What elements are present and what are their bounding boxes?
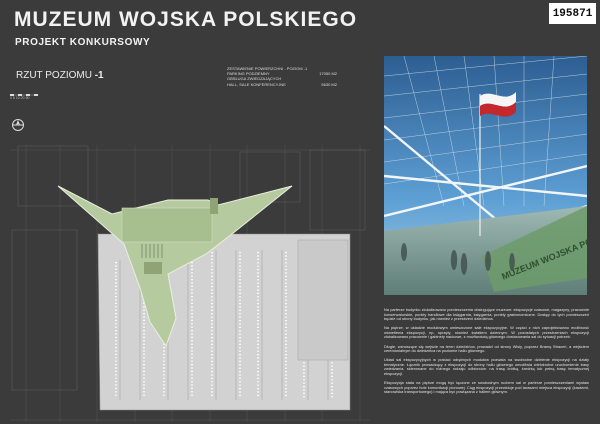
legend-title: ZESTAWIENIE POWIERZCHNI - POZIOM -1 — [227, 66, 308, 71]
stair-core — [210, 198, 218, 214]
stair-core — [144, 262, 162, 274]
hall-area — [122, 208, 212, 242]
legend-row-label: PARKING PODZIEMNY — [227, 71, 270, 77]
plan-label-text: RZUT POZIOMU — [16, 70, 92, 81]
entry-code: 195871 — [549, 3, 596, 24]
plan-level-number: -1 — [94, 70, 104, 81]
board-subtitle: PROJEKT KONKURSOWY — [15, 37, 151, 48]
north-arrow-icon — [11, 118, 25, 132]
area-legend — [227, 66, 337, 87]
legend-row-label: OBSŁUGA ZWIEDZAJĄCYCH — [227, 76, 282, 82]
description-paragraph: Na parterze budynku zlokalizowano pomieszczenia obsługujące muzeum: ekspozycje czasowe, magazyny, pracownie konserwatorskie, punkty handlowe dla księgarnia, księgarnia, punkty gastronomiczne. Dostęp do tych pomieszczeń będzie od strony budynku, jak również z przestrzeni dziedzińca. — [384, 307, 589, 322]
description-paragraph: Układ sal ekspozycyjnych w postaci odrębnych modułów pozwala na swobodne dzielenie ekspozycji na działy tematyczne. Łącznik prowadzący z ekspozycji do strony hallu głównego umożliwia wielokrotne uruchomienie trasy zwiedzania, skierowane do różnego rodzaju odbiorców: na trasę krótką, średnią lub pełną trasę tematycznej ekspozycji. — [384, 357, 589, 377]
scale-text: 0 5 10 20 50 — [10, 96, 30, 100]
floor-plan — [0, 140, 380, 424]
legend-row-value: 17050 M2 — [319, 71, 337, 77]
legend-row-label: HALL, SALE KONFERENCYJNE — [227, 81, 286, 87]
interior-render — [384, 56, 587, 295]
scale-bar — [10, 94, 38, 100]
project-description — [384, 308, 589, 399]
description-paragraph: Długie, wznoszące się wejście na teren dziedzińca, prowadzi od strony Wisły, poprzez Bramę Straceń, a wejściem ceremonialnym do dziedzińca na poziomie hallu głównego. — [384, 343, 589, 354]
board-title: MUZEUM WOJSKA POLSKIEGO — [14, 8, 358, 31]
legend-row-value: 5630 M2 — [321, 81, 337, 87]
description-paragraph: Ekspozycja stała na piętrze mogą być łączone ze swobodnym ruchem sal w parterze pomieszczeniami wystaw czasowych poprzez hole komunikacji pionowej. Ciąg ekspozycji przewiduje pod tarasami miejsca ekspozycji (kawiarni, stanowiska transportowego) i mająca być powiązana z hallem głównym. — [384, 380, 589, 395]
legend-row — [227, 82, 337, 87]
plan-label — [16, 70, 104, 81]
description-paragraph: Na piętrze, w układzie modułowym umieszczone sale ekspozycyjne. W części z nich zaprojektowano możliwość oświetlenia ekspozycji, np. sprzęty, również światłem dziennym. W pozostałych przestrzeniach ekspozycji zlokalizowano pracownie i gabinety naukowe, z możliwością głównego dostosowania sal do sytuacji potrzeb. — [384, 325, 589, 340]
parking-side-block — [298, 240, 348, 360]
